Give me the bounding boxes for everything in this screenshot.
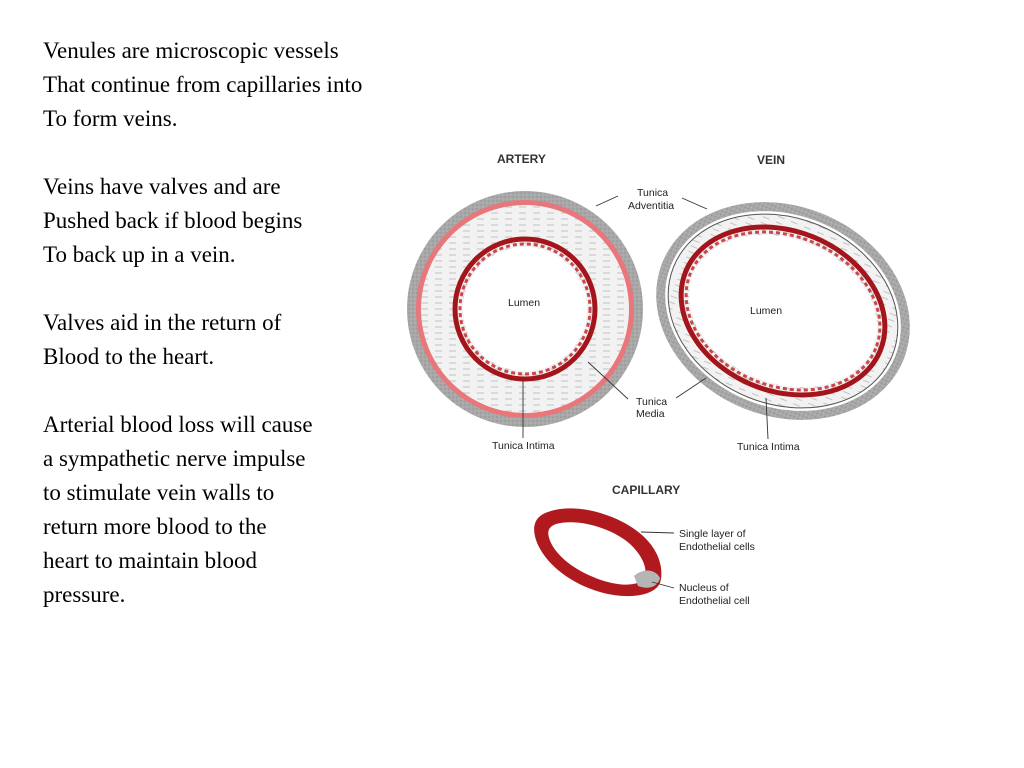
text-line: pressure.: [43, 582, 126, 607]
capillary-heading: CAPILLARY: [612, 483, 681, 497]
endothelial-layer-label-line1: Single layer of: [679, 528, 746, 540]
text-line: To back up in a vein.: [43, 242, 236, 267]
vein-tunica-intima-label: Tunica Intima: [737, 441, 800, 453]
endothelial-nucleus-label-line1: Nucleus of: [679, 582, 729, 594]
text-line: Valves aid in the return of: [43, 310, 282, 335]
vein-heading: VEIN: [757, 153, 786, 167]
endothelial-nucleus-label-line2: Endothelial cell: [679, 595, 750, 607]
text-line: heart to maintain blood: [43, 548, 257, 573]
endothelial-layer-leader: [641, 532, 674, 533]
text-line: Arterial blood loss will cause: [43, 412, 313, 437]
artery-heading: ARTERY: [497, 152, 546, 166]
text-line: To form veins.: [43, 106, 178, 131]
artery-lumen-label: Lumen: [508, 297, 541, 309]
text-line: That continue from capillaries into: [43, 72, 363, 97]
capillary-cross-section: [534, 508, 661, 596]
adventitia-leader-artery: [596, 196, 618, 206]
text-line: Veins have valves and are: [43, 174, 281, 199]
text-line: a sympathetic nerve impulse: [43, 446, 306, 471]
artery-lumen: [463, 247, 587, 371]
adventitia-leader-vein: [682, 198, 707, 209]
vein-lumen-label: Lumen: [750, 305, 783, 317]
tunica-media-label-line1: Tunica: [636, 396, 668, 408]
text-line: to stimulate vein walls to: [43, 480, 275, 505]
endothelial-layer-label-line2: Endothelial cells: [679, 541, 755, 553]
text-line: Pushed back if blood begins: [43, 208, 303, 233]
text-line: Blood to the heart.: [43, 344, 215, 369]
artery-tunica-intima-label: Tunica Intima: [492, 440, 555, 452]
text-line: Venules are microscopic vessels: [43, 38, 339, 63]
tunica-adventitia-label-line1: Tunica: [637, 187, 669, 199]
text-line: return more blood to the: [43, 514, 267, 539]
media-leader-vein: [676, 378, 706, 398]
tunica-adventitia-label-line2: Adventitia: [628, 200, 675, 212]
tunica-media-label-line2: Media: [636, 408, 665, 420]
artery-cross-section: [407, 191, 643, 427]
